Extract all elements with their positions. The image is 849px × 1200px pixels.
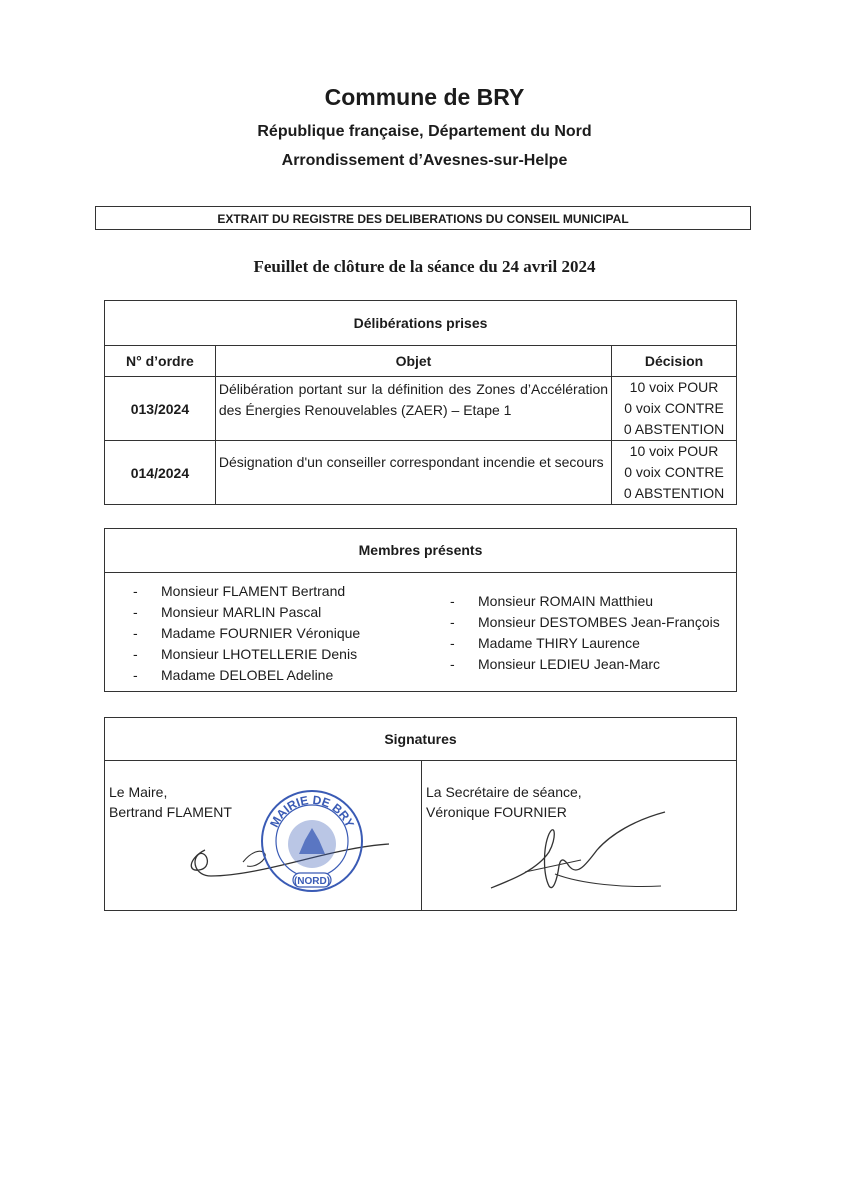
decision-contre: 0 voix CONTRE <box>624 400 724 416</box>
list-item: - Monsieur ROMAIN Matthieu <box>422 591 737 612</box>
deliberations-caption: Délibérations prises <box>105 301 737 346</box>
membres-box <box>104 528 737 692</box>
column-header-decision: Décision <box>612 346 737 377</box>
subtitle-republique: République française, Département du Nord <box>257 123 592 140</box>
secretaire-name: Véronique FOURNIER <box>426 804 567 820</box>
column-header-objet: Objet <box>215 346 611 377</box>
feuillet-heading: Feuillet de clôture de la séance du 24 avril 2024 <box>253 257 596 276</box>
row-num: 014/2024 <box>105 441 216 505</box>
row-num: 013/2024 <box>105 377 216 441</box>
membres-caption: Membres présents <box>105 529 736 573</box>
signature-divider <box>421 761 422 911</box>
decision-pour: 10 voix POUR <box>629 443 719 459</box>
signatures-box <box>104 717 737 911</box>
column-header-numero: N° d’ordre <box>105 346 216 377</box>
extrait-banner: EXTRAIT DU REGISTRE DES DELIBERATIONS DU CONSEIL MUNICIPAL <box>95 206 751 230</box>
page-title: Commune de BRY <box>324 84 525 110</box>
decision-abstention: 0 ABSTENTION <box>623 421 725 437</box>
list-item: - Monsieur FLAMENT Bertrand <box>105 581 425 602</box>
list-item: - Monsieur LHOTELLERIE Denis <box>105 644 425 665</box>
mairie-stamp-icon <box>259 788 365 894</box>
row-decision <box>612 377 737 441</box>
subtitle-arrondissement: Arrondissement d’Avesnes-sur-Helpe <box>281 152 568 169</box>
maire-name: Bertrand FLAMENT <box>109 804 232 820</box>
table-row <box>105 441 737 505</box>
list-item: - Monsieur LEDIEU Jean-Marc <box>422 654 737 675</box>
list-item: - Monsieur MARLIN Pascal <box>105 602 425 623</box>
decision-abstention: 0 ABSTENTION <box>623 485 725 501</box>
membres-list-right <box>422 591 737 675</box>
maire-role: Le Maire, <box>109 784 168 800</box>
row-objet: Délibération portant sur la définition des Zones d’Accélération des Énergies Renouvelables (ZAER) – Etape 1 <box>215 377 611 441</box>
membres-list-left <box>105 581 425 686</box>
decision-pour: 10 voix POUR <box>629 379 719 395</box>
signatures-caption: Signatures <box>105 718 736 761</box>
stamp-bottom-text: (NORD) <box>293 876 331 887</box>
list-item: - Madame DELOBEL Adeline <box>105 665 425 686</box>
secretaire-role: La Secrétaire de séance, <box>426 784 582 800</box>
decision-contre: 0 voix CONTRE <box>624 464 724 480</box>
stamp-top-text: MAIRIE DE BRY <box>267 792 357 830</box>
row-objet: Désignation d'un conseiller correspondant incendie et secours <box>215 441 611 505</box>
deliberations-table <box>104 300 737 505</box>
list-item: - Madame THIRY Laurence <box>422 633 737 654</box>
list-item: - Madame FOURNIER Véronique <box>105 623 425 644</box>
list-item: - Monsieur DESTOMBES Jean-François <box>422 612 737 633</box>
table-row <box>105 377 737 441</box>
secretaire-signature-icon <box>485 810 675 900</box>
row-decision <box>612 441 737 505</box>
